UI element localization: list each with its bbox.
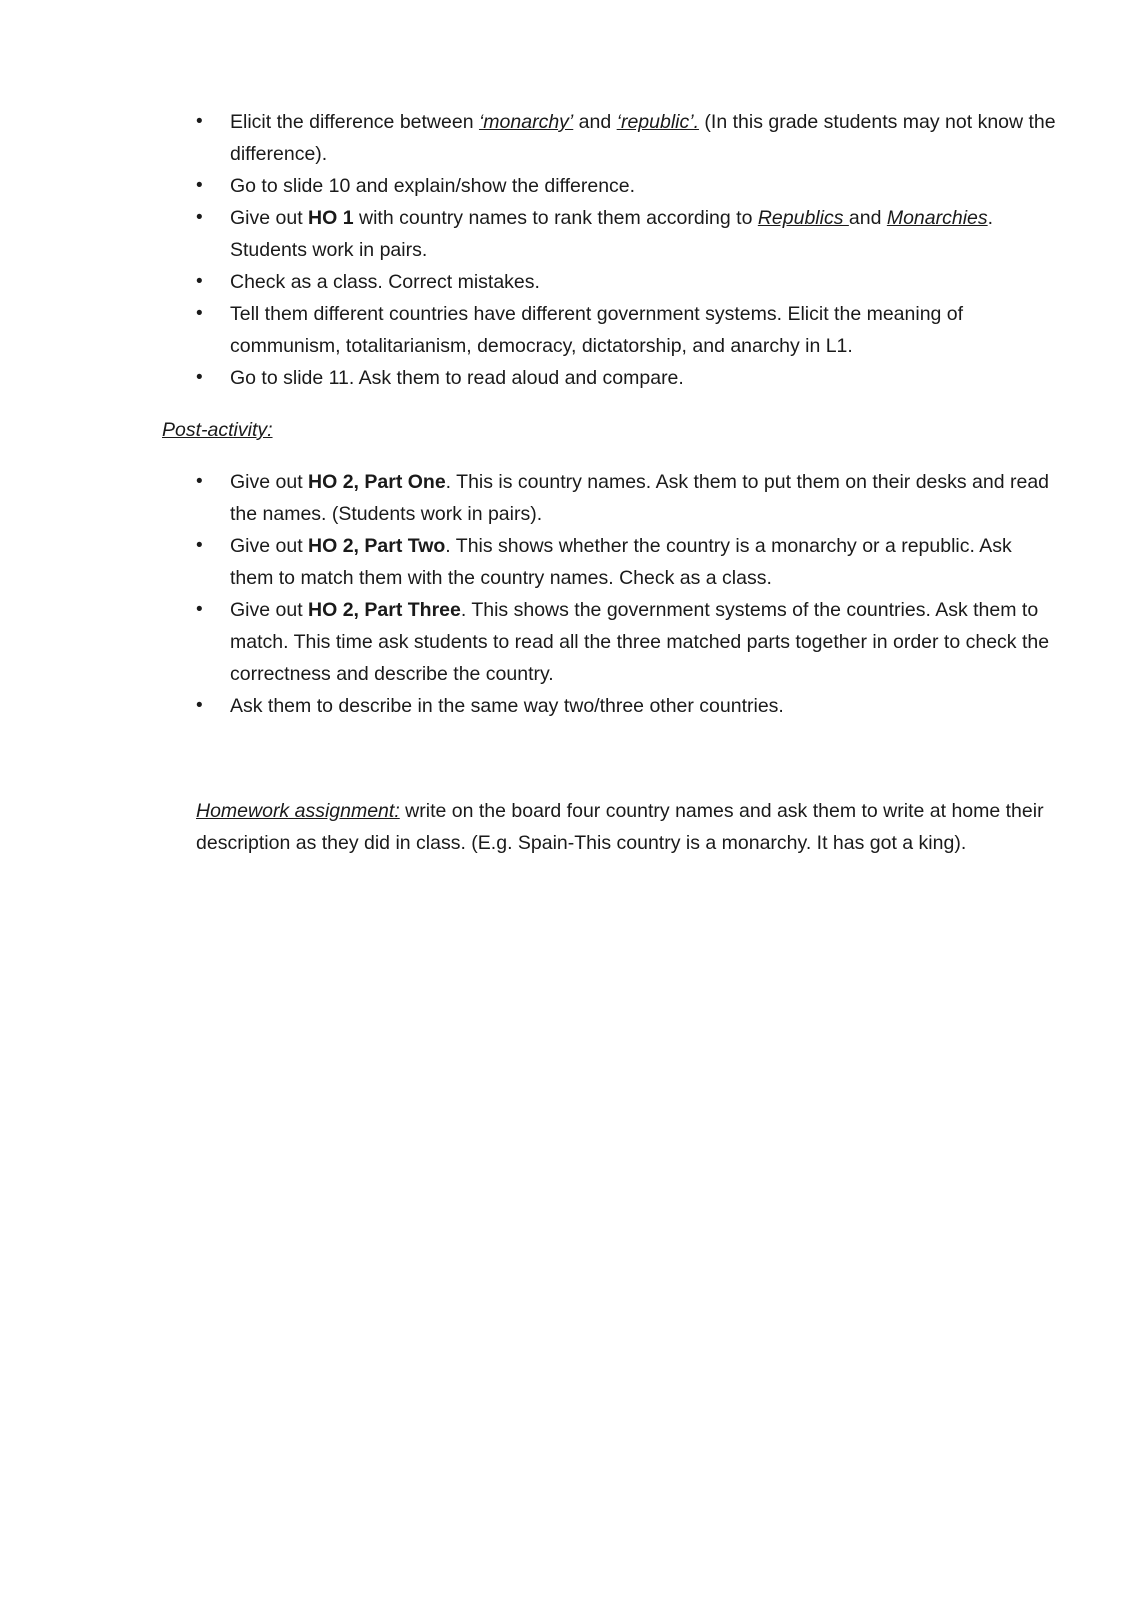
list-item: • Check as a class. Correct mistakes. bbox=[196, 266, 1056, 298]
list-item: • Give out HO 2, Part Three. This shows the government systems of the countries. Ask them to match. This time ask students to read all the three matched parts together in order to check the correctness and describe the country. bbox=[196, 594, 1056, 690]
pre-activity-list bbox=[196, 106, 1056, 394]
homework-text: write on the board four country names and ask them to write at home their description as they did in class. (E.g. Spain-This country is a monarchy. It has got a king). bbox=[196, 800, 1044, 854]
homework-paragraph bbox=[196, 795, 1056, 859]
list-item: • Elicit the difference between ‘monarchy’ and ‘republic’. (In this grade students may not know the difference). bbox=[196, 106, 1056, 170]
list-item: • Tell them different countries have different government systems. Elicit the meaning of communism, totalitarianism, democracy, dictatorship, and anarchy in L1. bbox=[196, 298, 1056, 362]
republics-term: Republics bbox=[757, 207, 849, 229]
monarchies-term: Monarchies bbox=[886, 207, 988, 229]
list-item: • Give out HO 2, Part One. This is country names. Ask them to put them on their desks and read the names. (Students work in pairs). bbox=[196, 466, 1056, 530]
list-item: • Go to slide 11. Ask them to read aloud and compare. bbox=[196, 362, 1056, 394]
list-item: • Give out HO 2, Part Two. This shows whether the country is a monarchy or a republic. Ask them to match them with the country names. Check as a class. bbox=[196, 530, 1056, 594]
post-activity-list bbox=[196, 466, 1056, 722]
list-item: • Go to slide 10 and explain/show the difference. bbox=[196, 170, 1056, 202]
list-item: • Give out HO 1 with country names to rank them according to Republics and Monarchies. Students work in pairs. bbox=[196, 202, 1056, 266]
list-item: • Ask them to describe in the same way two/three other countries. bbox=[196, 690, 1056, 722]
handout-ref: HO 2, Part Two bbox=[308, 535, 446, 557]
handout-ref: HO 2, Part Three bbox=[308, 599, 461, 621]
handout-ref: HO 1 bbox=[308, 207, 354, 229]
republic-term: ‘republic’. bbox=[616, 111, 700, 133]
post-activity-heading: Post-activity: bbox=[162, 419, 273, 441]
monarchy-term: ‘monarchy’ bbox=[478, 111, 574, 133]
handout-ref: HO 2, Part One bbox=[308, 471, 446, 493]
homework-label: Homework assignment: bbox=[196, 800, 400, 822]
